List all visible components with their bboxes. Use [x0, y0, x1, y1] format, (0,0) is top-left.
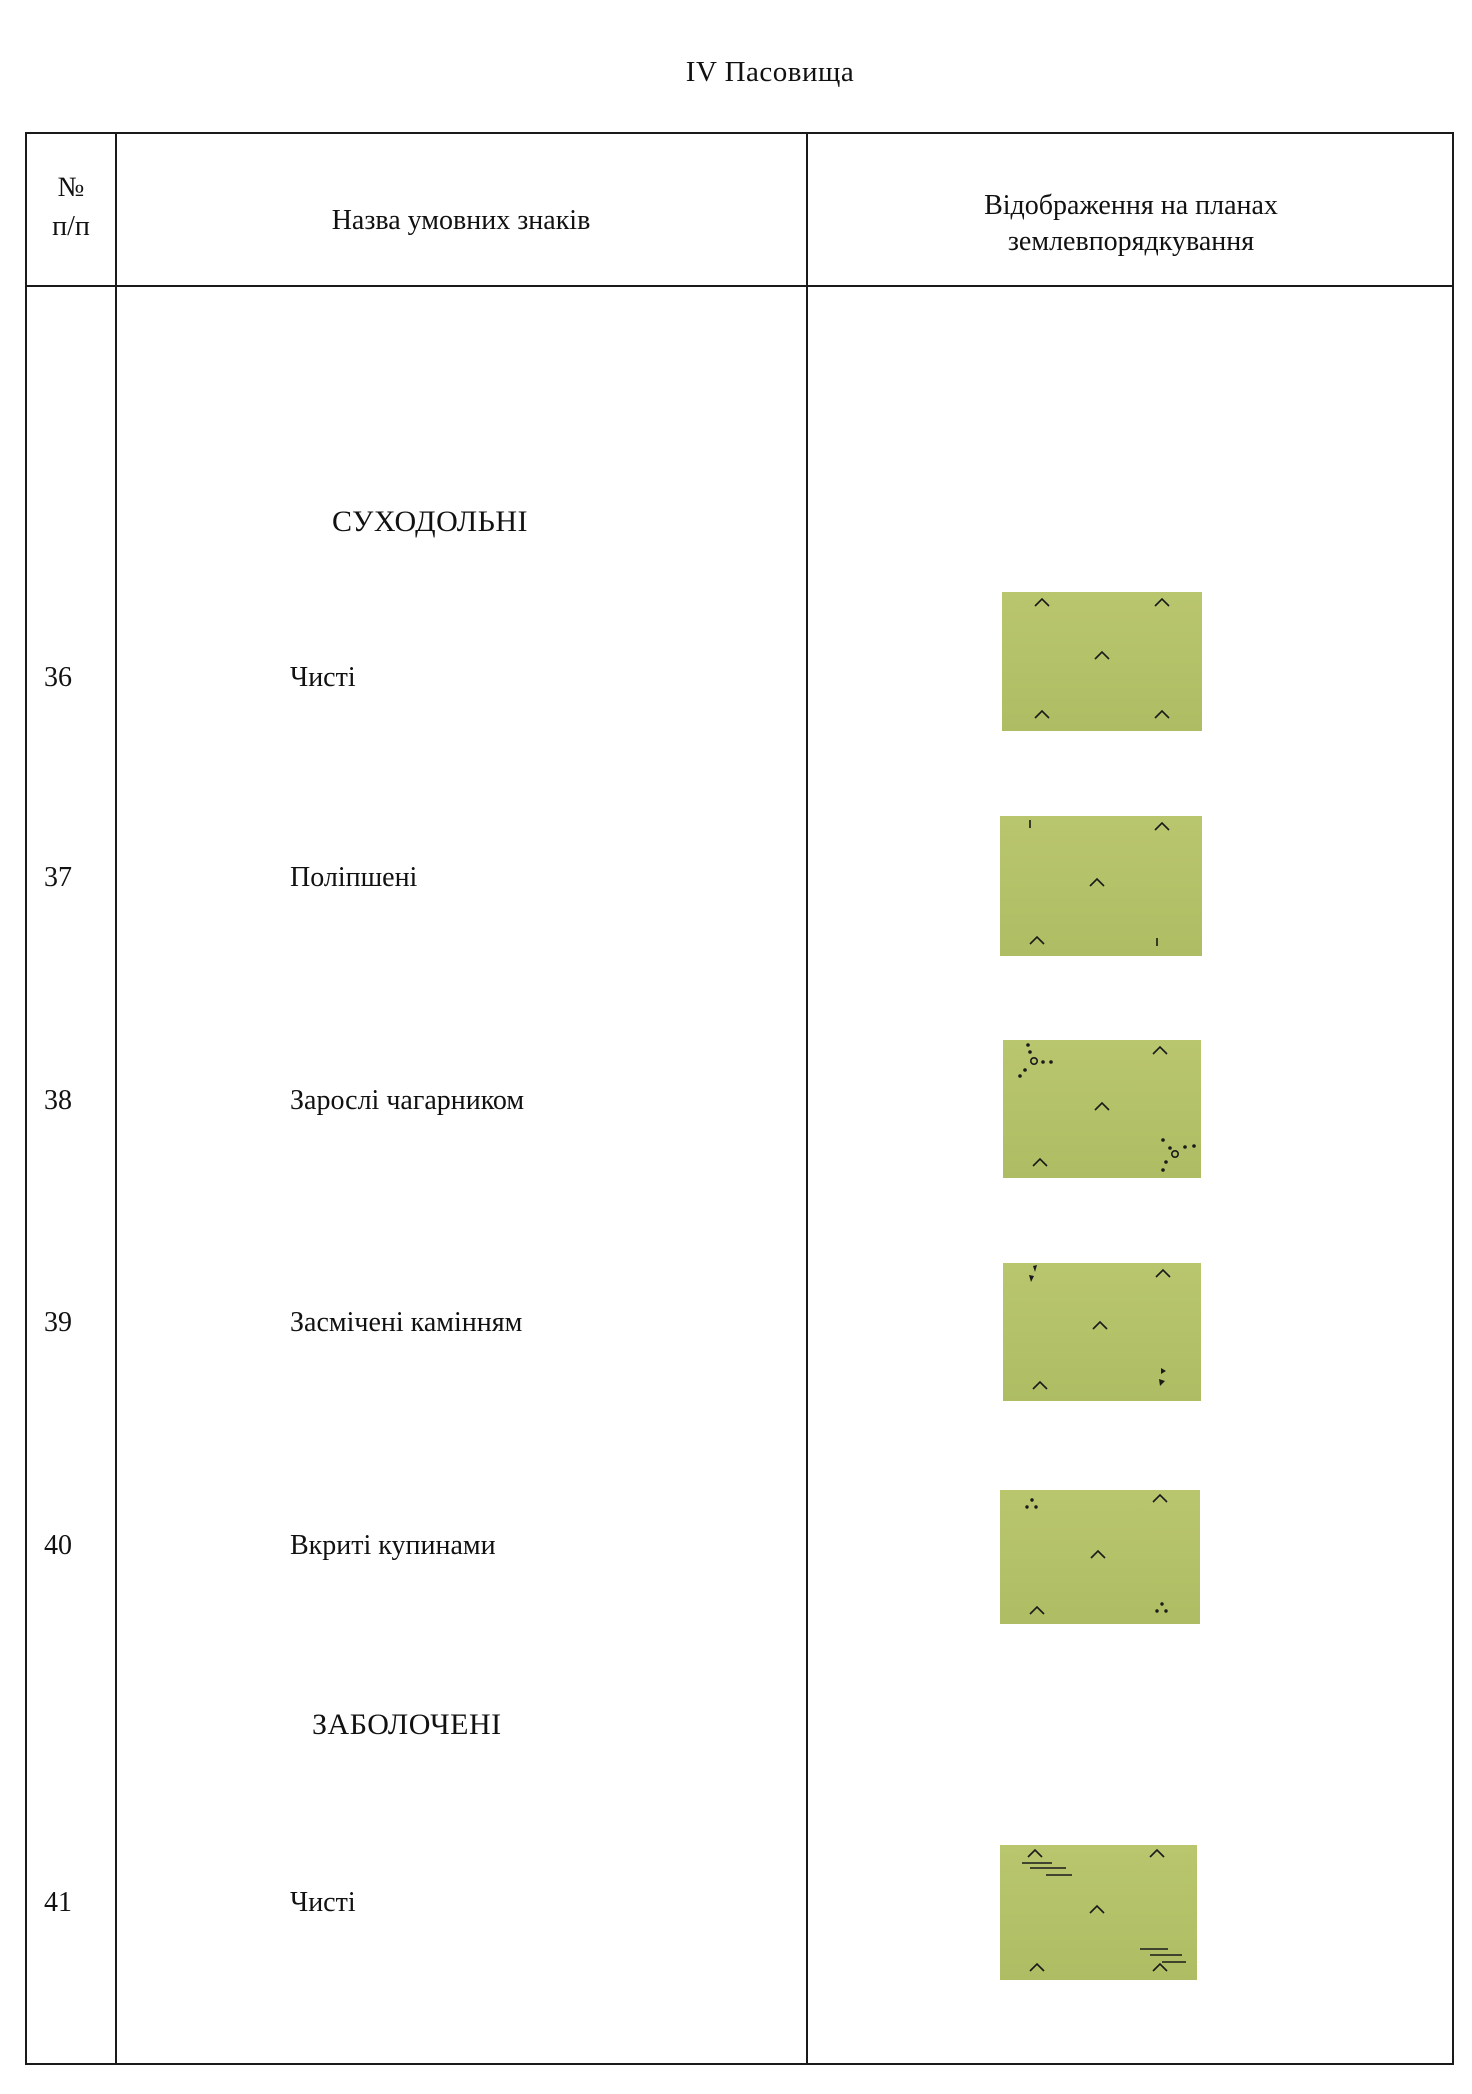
table-column-divider-1: [115, 132, 117, 2065]
pasture-stones-icon: [1003, 1263, 1201, 1401]
row-name: Засмічені камінням: [290, 1307, 523, 1338]
row-name: Чисті: [290, 1887, 356, 1918]
header-map-column: [806, 188, 1456, 261]
table-column-divider-2: [806, 132, 808, 2065]
page-heading: IV Пасовища: [685, 56, 855, 88]
table-header-divider: [26, 285, 1454, 287]
row-number: 39: [44, 1307, 72, 1338]
row-number: 41: [44, 1887, 72, 1918]
header-name-column: Назва умовних знаків: [331, 205, 591, 236]
row-number: 40: [44, 1530, 72, 1561]
row-name: Поліпшені: [290, 862, 418, 893]
row-number: 37: [44, 862, 72, 893]
header-map-line-2: землевпорядкування: [1007, 226, 1255, 258]
table-border-bottom: [26, 2063, 1454, 2065]
pasture-swampy-icon: [1000, 1845, 1197, 1980]
pasture-shrub-icon: [1003, 1040, 1201, 1178]
row-name: Вкриті купинами: [290, 1530, 496, 1561]
section-title-dry: СУХОДОЛЬНІ: [332, 505, 529, 538]
row-number: 36: [44, 662, 72, 693]
section-title-swampy: ЗАБОЛОЧЕНІ: [312, 1708, 502, 1741]
pasture-hummocks-icon: [1000, 1490, 1200, 1624]
table-border-right: [1452, 132, 1454, 2065]
header-map-line-1: Відображення на планах: [984, 190, 1278, 221]
header-number-symbol: №: [57, 172, 85, 203]
table-border-left: [25, 132, 27, 2065]
header-number-abbrev: п/п: [52, 211, 90, 243]
row-name: Зарослі чагарником: [290, 1085, 525, 1116]
pasture-clean-icon: [1002, 592, 1202, 731]
table-border-top: [26, 132, 1454, 134]
row-name: Чисті: [290, 662, 356, 693]
row-number: 38: [44, 1085, 72, 1116]
header-number-column: [26, 168, 116, 246]
pasture-improved-icon: [1000, 816, 1202, 956]
